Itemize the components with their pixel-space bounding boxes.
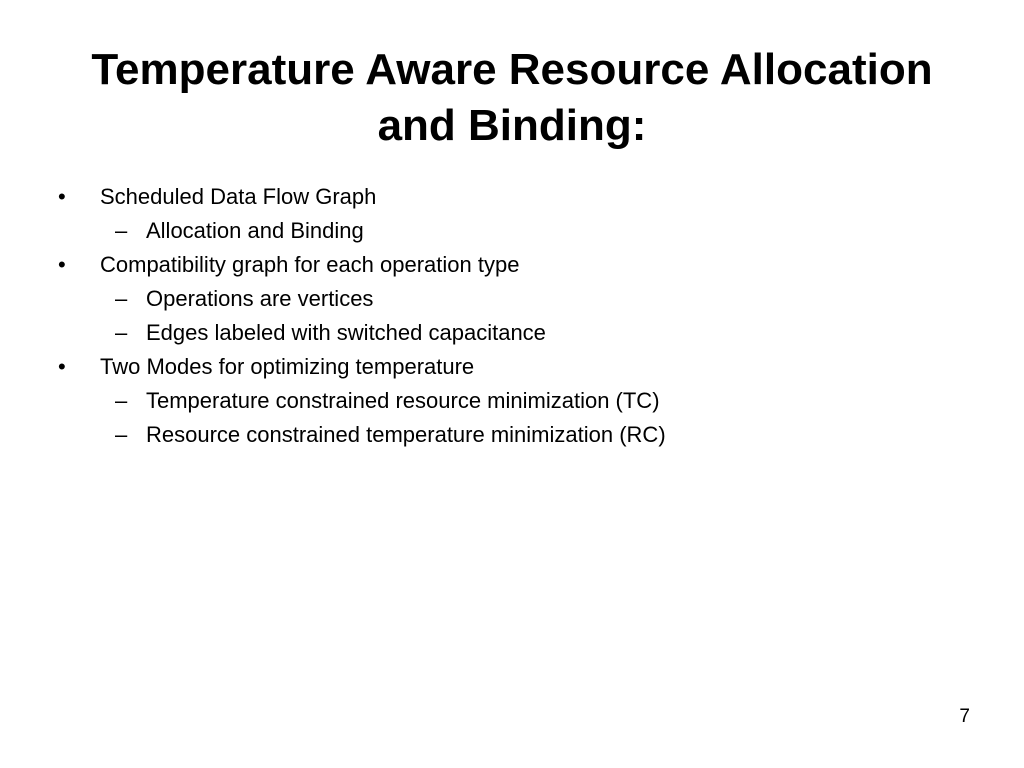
sub-bullet-text: Resource constrained temperature minimization (RC) (146, 422, 666, 447)
dash-marker: – (115, 320, 128, 345)
sub-bullet-text: Operations are vertices (146, 286, 374, 311)
bullet-marker: • (58, 252, 66, 277)
sub-bullet-item (0, 316, 1024, 350)
bullet-marker: • (58, 354, 66, 379)
sub-bullet-text: Edges labeled with switched capacitance (146, 320, 546, 345)
slide-title-line-2: and Binding: (377, 101, 647, 150)
sub-bullet-item (0, 282, 1024, 316)
slide-title (40, 42, 984, 154)
sub-bullet-item (0, 418, 1024, 452)
bullet-text: Scheduled Data Flow Graph (100, 184, 377, 209)
bullet-text: Compatibility graph for each operation type (100, 252, 520, 277)
bullet-list (0, 180, 1024, 452)
sub-bullet-text: Temperature constrained resource minimization (TC) (146, 388, 660, 413)
bullet-text: Two Modes for optimizing temperature (100, 354, 475, 379)
dash-marker: – (115, 286, 128, 311)
sub-bullet-item (0, 384, 1024, 418)
bullet-marker: • (58, 184, 66, 209)
slide-title-line-1: Temperature Aware Resource Allocation (91, 45, 933, 94)
dash-marker: – (115, 422, 128, 447)
sub-bullet-item (0, 214, 1024, 248)
dash-marker: – (115, 218, 128, 243)
page-number: 7 (959, 706, 970, 727)
dash-marker: – (115, 388, 128, 413)
sub-bullet-text: Allocation and Binding (146, 218, 364, 243)
bullet-item (0, 248, 1024, 282)
bullet-item (0, 180, 1024, 214)
bullet-item (0, 350, 1024, 384)
